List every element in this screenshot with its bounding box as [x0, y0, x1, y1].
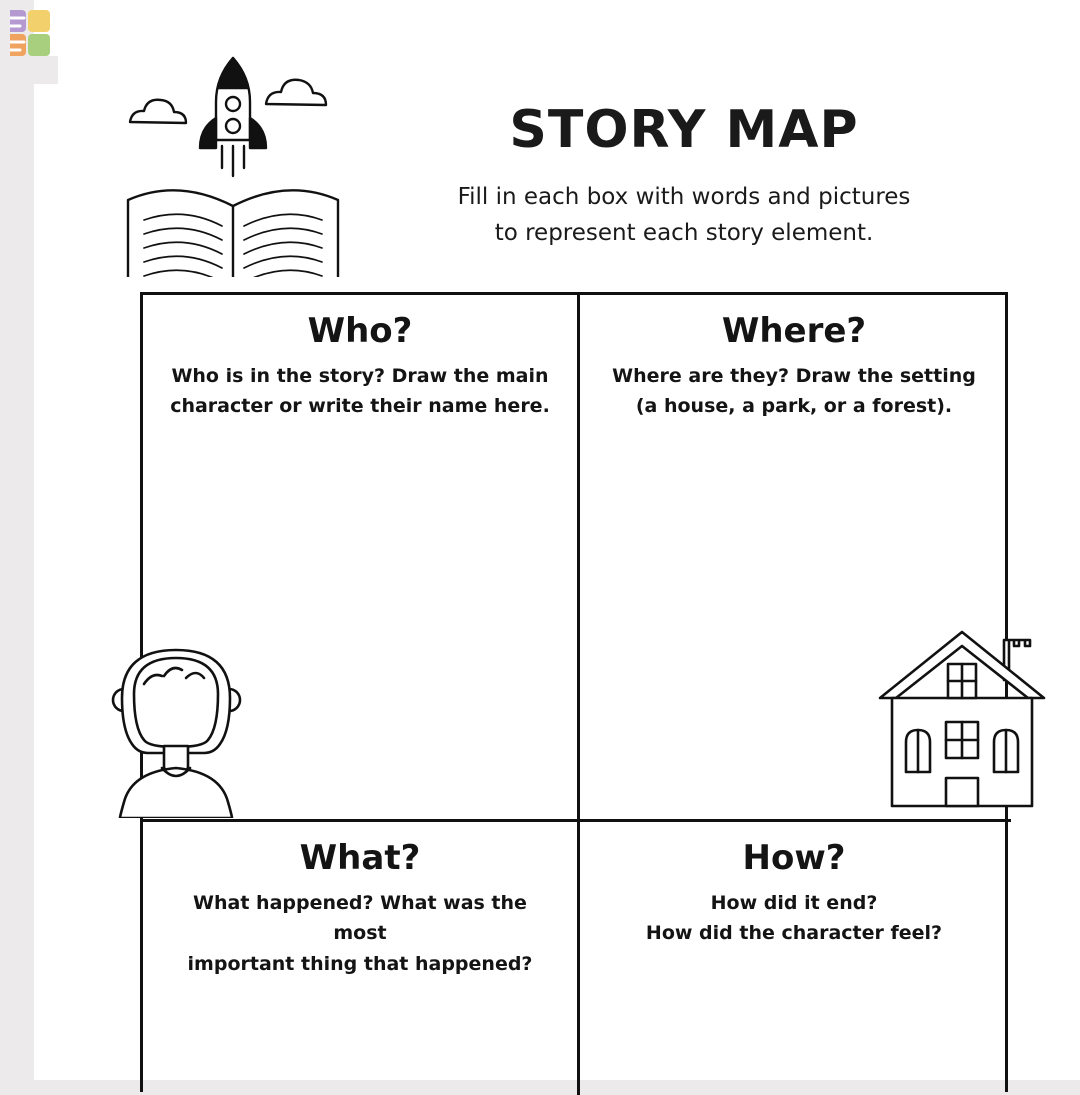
cell-heading-what: What?: [299, 838, 421, 878]
cell-prompt-where-line-1: Where are they? Draw the setting: [612, 365, 976, 387]
cell-heading-how: How?: [742, 838, 846, 878]
cell-prompt-how: [599, 888, 989, 949]
cell-prompt-who-line-2: character or write their name here.: [170, 395, 550, 418]
page-subtitle-line-1: Fill in each box with words and pictures: [457, 184, 911, 210]
grid-cell-how[interactable]: [577, 822, 1011, 949]
grid-cell-who[interactable]: [143, 295, 577, 422]
grid-cell-where[interactable]: [577, 295, 1011, 422]
page-subtitle-line-2: to represent each story element.: [494, 219, 874, 246]
rocket-over-open-book-icon: [118, 52, 348, 277]
cell-prompt-how-line-2: How did the character feel?: [645, 922, 943, 945]
page-left-margin: [0, 0, 34, 1080]
grid-cell-what[interactable]: [143, 822, 577, 979]
worksheet-sheet: [34, 0, 1080, 1080]
brand-logo-watermark: [0, 8, 58, 84]
cell-prompt-who: [165, 361, 555, 422]
cell-prompt-what-line-1: What happened? What was the most: [193, 892, 527, 945]
cell-prompt-where: [599, 361, 989, 422]
cell-prompt-how-line-1: How did it end?: [710, 892, 878, 914]
child-character-icon: [104, 628, 249, 818]
page-title: STORY MAP: [509, 100, 859, 160]
house-icon: [872, 618, 1052, 818]
cell-prompt-where-line-2: (a house, a park, or a forest).: [635, 395, 953, 418]
cell-prompt-what: [165, 888, 555, 979]
cell-prompt-who-line-1: Who is in the story? Draw the main: [171, 365, 549, 387]
cell-heading-where: Where?: [721, 311, 867, 351]
cell-heading-who: Who?: [307, 311, 413, 351]
cell-prompt-what-line-2: important thing that happened?: [187, 952, 533, 975]
page-subtitle: [374, 180, 994, 251]
